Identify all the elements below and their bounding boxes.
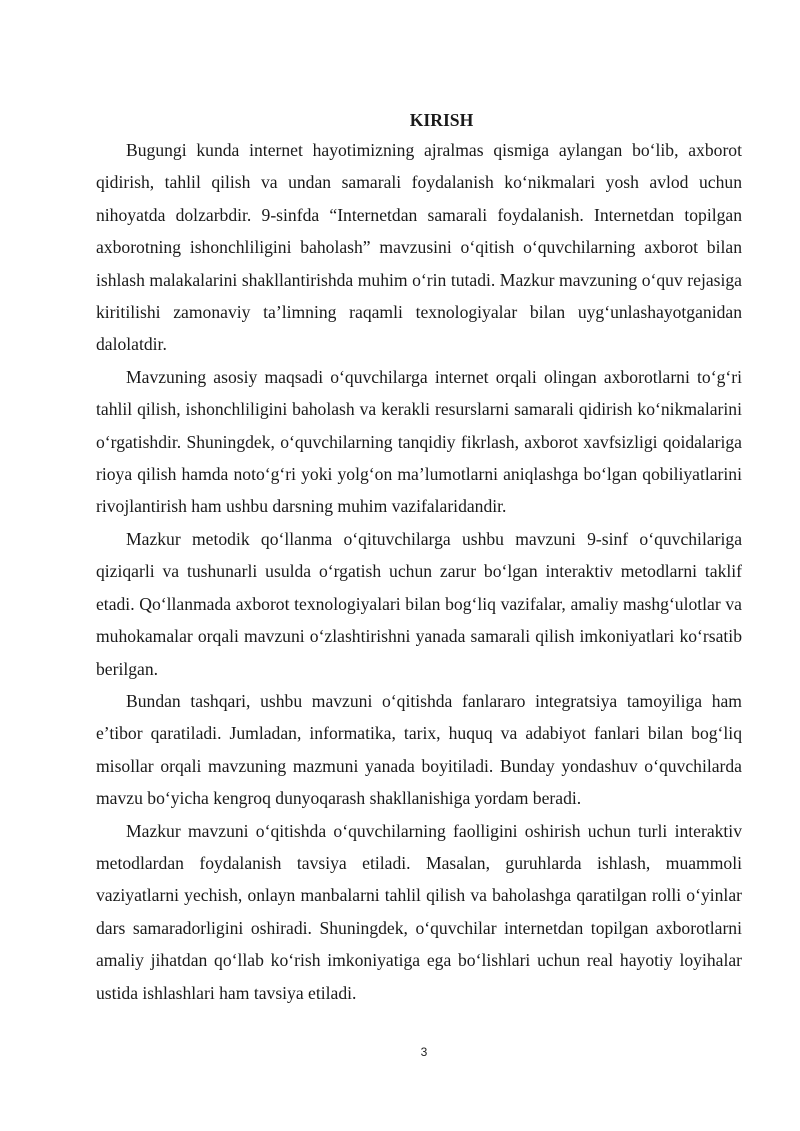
page-content	[96, 106, 742, 1009]
paragraph-intro: Bugungi kunda internet hayotimizning ajralmas qismiga aylangan bo‘lib, axborot qidirish, tahlil qilish va undan samarali foydalanish ko‘nikmalari yosh avlod uchun nihoyatda dolzarbdir. 9-sinfda “Internetdan samarali foydalanish. Internetdan topilgan axborotning ishonchliligini baholash” mavzusini o‘qitish o‘quvchilarning axborot bilan ishlash malakalarini shakllantirishda muhim o‘rin tutadi. Mazkur mavzuning o‘quv rejasiga kiritilishi zamonaviy ta’limning raqamli texnologiyalar bilan uyg‘unlashayotganidan dalolatdir.	[96, 140, 742, 355]
paragraph-methods: Mazkur mavzuni o‘qitishda o‘quvchilarning faolligini oshirish uchun turli interaktiv metodlardan foydalanish tavsiya etiladi. Masalan, guruhlarda ishlash, muammoli vaziyatlarni yechish, onlayn manbalarni tahlil qilish va baholashga qaratilgan rolli o‘yinlar dars samaradorligini oshiradi. Shuningdek, o‘quvchilar internetdan topilgan axborotlarni amaliy jihatdan qo‘llab ko‘rish imkoniyatiga ega bo‘lishlari uchun real hayotiy loyihalar ustida ishlashlari ham tavsiya etiladi.	[96, 820, 742, 1003]
paragraph-integration: Bundan tashqari, ushbu mavzuni o‘qitishda fanlararo integratsiya tamoyiliga ham e’tibor qaratiladi. Jumladan, informatika, tarix, huquq va adabiyot fanlari bilan bog‘liq misollar orqali mavzuning mazmuni yanada boyitiladi. Bunday yondashuv o‘quvchilarda mavzu bo‘yicha kengroq dunyoqarash shakllanishiga yordam beradi.	[96, 690, 742, 809]
page-number: 3	[420, 1045, 428, 1059]
paragraph-goal: Mavzuning asosiy maqsadi o‘quvchilarga internet orqali olingan axborotlarni to‘g‘ri tahlil qilish, ishonchliligini baholash va kerakli resurslarni samarali qidirish ko‘nikmalarini o‘rgatishdir. Shuningdek, o‘quvchilarning tanqidiy fikrlash, axborot xavfsizligi qoidalariga rioya qilish hamda noto‘g‘ri yoki yolg‘on ma’lumotlarni aniqlashga bo‘lgan qobiliyatlarini rivojlantirish ham ushbu darsning muhim vazifalaridandir.	[96, 366, 742, 517]
section-heading: KIRISH	[409, 110, 474, 130]
paragraph-guide: Mazkur metodik qo‘llanma o‘qituvchilarga ushbu mavzuni 9-sinf o‘quvchilariga qiziqarli va tushunarli usulda o‘rgatish uchun zarur bo‘lgan interaktiv metodlarni taklif etadi. Qo‘llanmada axborot texnologiyalari bilan bog‘liq vazifalar, amaliy mashg‘ulotlar va muhokamalar orqali mavzuni o‘zlashtirishni yanada samarali qilish imkoniyatlari ko‘rsatib berilgan.	[96, 528, 742, 679]
